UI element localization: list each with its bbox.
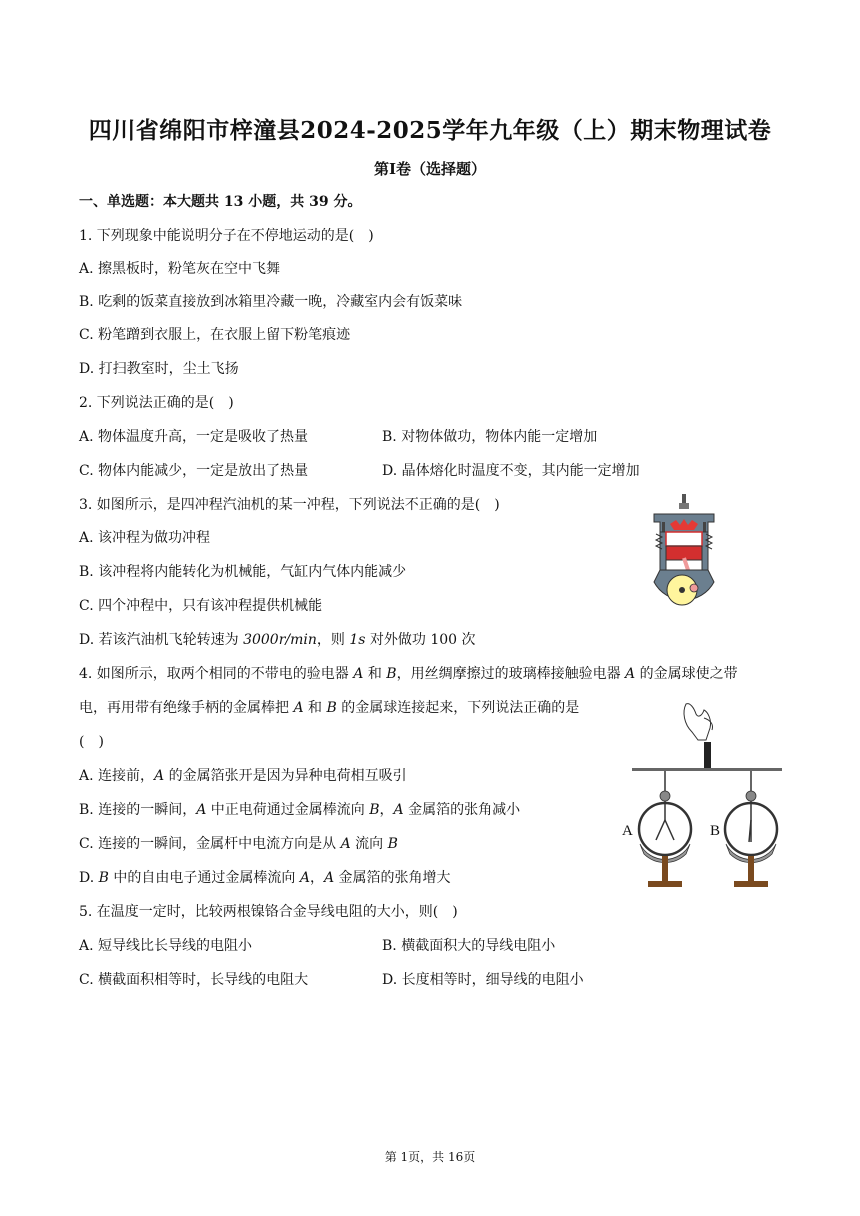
- q1-option-d: D. 打扫教室时，尘土飞扬: [79, 361, 239, 377]
- q3-option-a: A. 该冲程为做功冲程: [79, 530, 211, 546]
- q5-option-d: D. 长度相等时，细导线的电阻小: [382, 972, 584, 988]
- q4-option-d: D. B 中的自由电子通过金属棒流向 A，A 金属箔的张角增大: [79, 870, 451, 886]
- q5-stem: 5. 在温度一定时，比较两根镍铬合金导线电阻的大小，则( ): [79, 904, 458, 920]
- section-volume-title: 第I卷（选择题）: [373, 160, 487, 178]
- q1-option-a: A. 擦黑板时，粉笔灰在空中飞舞: [79, 261, 281, 277]
- q4-stem-line3: ( ): [79, 734, 104, 750]
- q3-option-b: B. 该冲程将内能转化为机械能，气缸内气体内能减少: [79, 564, 407, 580]
- q2-option-b: B. 对物体做功，物体内能一定增加: [382, 429, 598, 445]
- electroscope-figure: [618, 698, 790, 894]
- q5-option-c: C. 横截面积相等时，长导线的电阻大: [79, 972, 309, 988]
- q3-option-c: C. 四个冲程中，只有该冲程提供机械能: [79, 598, 323, 614]
- page-number: 第 1页，共 16页: [384, 1150, 476, 1164]
- q2-option-a: A. 物体温度升高，一定是吸收了热量: [79, 429, 309, 445]
- q4-option-a: A. 连接前，A 的金属箔张开是因为异种电荷相互吸引: [79, 768, 407, 784]
- q2-stem: 2. 下列说法正确的是( ): [79, 395, 234, 411]
- electroscope-label-a: A: [622, 823, 633, 839]
- q4-stem-line2: 电，再用带有绝缘手柄的金属棒把 A 和 B 的金属球连接起来，下列说法正确的是: [79, 700, 580, 716]
- electroscope-label-b: B: [710, 823, 721, 839]
- exam-title: 四川省绵阳市梓潼县2024-2025学年九年级（上）期末物理试卷: [88, 117, 772, 144]
- q4-option-b: B. 连接的一瞬间，A 中正电荷通过金属棒流向 B，A 金属箔的张角减小: [79, 802, 521, 818]
- q5-option-a: A. 短导线比长导线的电阻小: [79, 938, 253, 954]
- q3-option-d: D. 若该汽油机飞轮转速为 3000r/min，则 1s 对外做功 100 次: [79, 632, 476, 648]
- q4-option-c: C. 连接的一瞬间，金属杆中电流方向是从 A 流向 B: [79, 836, 398, 852]
- engine-stroke-figure: [648, 492, 720, 614]
- section-heading: 一、单选题：本大题共 13 小题，共 39 分。: [79, 194, 362, 210]
- q2-option-d: D. 晶体熔化时温度不变，其内能一定增加: [382, 463, 640, 479]
- q1-option-c: C. 粉笔蹭到衣服上，在衣服上留下粉笔痕迹: [79, 327, 351, 343]
- q1-stem: 1. 下列现象中能说明分子在不停地运动的是( ): [79, 228, 374, 244]
- q5-option-b: B. 横截面积大的导线电阻小: [382, 938, 556, 954]
- q3-stem: 3. 如图所示，是四冲程汽油机的某一冲程，下列说法不正确的是( ): [79, 497, 500, 513]
- q4-stem-line1: 4. 如图所示，取两个相同的不带电的验电器 A 和 B，用丝绸摩擦过的玻璃棒接触验电器 A 的金属球使之带: [79, 666, 738, 682]
- q2-option-c: C. 物体内能减少，一定是放出了热量: [79, 463, 309, 479]
- q1-option-b: B. 吃剩的饭菜直接放到冰箱里冷藏一晚，冷藏室内会有饭菜味: [79, 294, 463, 310]
